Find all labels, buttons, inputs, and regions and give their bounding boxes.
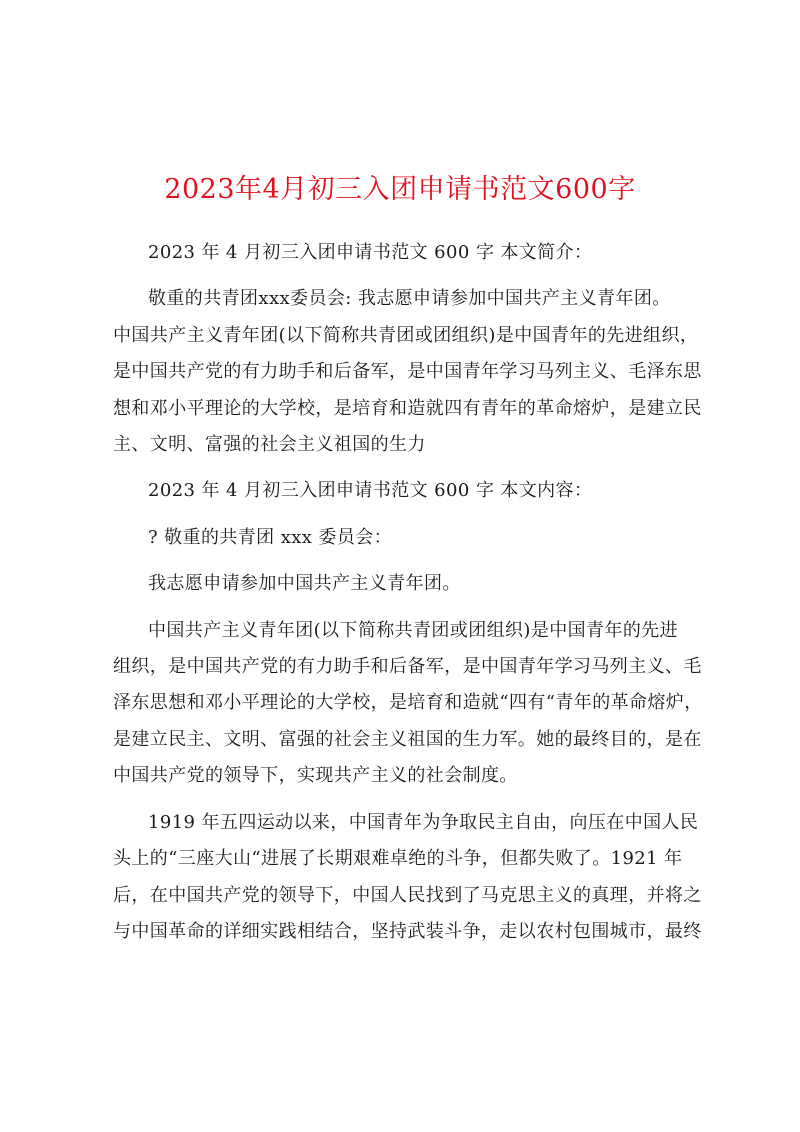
document-page xyxy=(113,0,703,950)
paragraph-line: 中国共产主义青年团(以下简称共青团或团组织)是中国青年的先进 xyxy=(148,619,679,641)
paragraph-line: 头上的“三座大山“进展了长期艰难卓绝的斗争，但都失败了。1921 年 xyxy=(113,848,683,870)
application-statement: 我志愿申请参加中国共产主义青年团。 xyxy=(148,573,461,595)
paragraph-line: 后，在中国共产党的领导下，中国人民找到了马克思主义的真理，并将之 xyxy=(113,884,702,906)
paragraph-line: 组织，是中国共产党的有力助手和后备军，是中国青年学习马列主义、毛 xyxy=(113,656,702,678)
paragraph-line: 主、文明、富强的社会主义祖国的生力 xyxy=(113,434,426,456)
paragraph-line: 中国共产党的领导下，实现共产主义的社会制度。 xyxy=(113,765,518,787)
intro-heading: 2023 年 4 月初三入团申请书范文 600 字 本文简介： xyxy=(148,242,593,263)
content-heading: 2023 年 4 月初三入团申请书范文 600 字 本文内容： xyxy=(148,480,593,502)
paragraph-line: 1919 年五四运动以来，中国青年为争取民主自由，向压在中国人民 xyxy=(148,811,699,833)
document-title: 2023年4月初三入团申请书范文600字 xyxy=(164,174,636,205)
paragraph-2 xyxy=(113,805,702,951)
paragraph-1 xyxy=(113,613,703,795)
document-body xyxy=(113,235,703,950)
paragraph-line: 泽东思想和邓小平理论的大学校，是培育和造就“四有“青年的革命熔炉， xyxy=(113,692,703,714)
paragraph-line: 敬重的共青团xxx委员会: 我志愿申请参加中国共产主义青年团。 xyxy=(148,288,671,310)
paragraph-line: 是建立民主、文明、富强的社会主义祖国的生力军。她的最终目的，是在 xyxy=(113,728,702,750)
paragraph-line: 是中国共产党的有力助手和后备军，是中国青年学习马列主义、毛泽东思 xyxy=(113,361,702,383)
paragraph-line: 中国共产主义青年团(以下简称共青团或团组织)是中国青年的先进组织， xyxy=(113,324,699,346)
paragraph-line: 与中国革命的详细实践相结合，坚持武装斗争，走以农村包围城市，最终 xyxy=(113,920,702,942)
salutation: ? 敬重的共青团 xxx 委员会： xyxy=(148,526,393,548)
paragraph-line: 想和邓小平理论的大学校，是培育和造就四有青年的革命熔炉，是建立民 xyxy=(113,397,702,419)
intro-paragraph xyxy=(113,281,702,463)
